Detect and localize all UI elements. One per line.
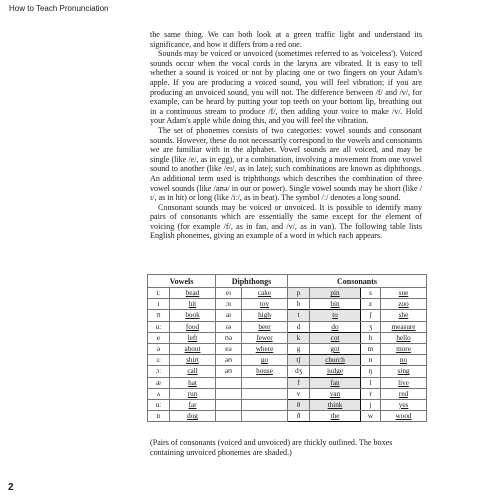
consonant-symbol: h xyxy=(361,332,381,343)
consonant-symbol: θ xyxy=(288,399,310,410)
consonant-example: pin xyxy=(310,288,361,299)
diphthong-symbol xyxy=(216,411,242,422)
vowel-symbol: ʊ xyxy=(148,310,170,321)
vowel-example: hat xyxy=(170,377,216,388)
table-row xyxy=(148,332,427,343)
diphthong-example xyxy=(242,411,288,422)
consonant-example: got xyxy=(310,343,361,354)
vowel-symbol: ɜː xyxy=(148,355,170,366)
phoneme-table-wrapper xyxy=(147,274,426,422)
consonant-symbol: tʃ xyxy=(288,355,310,366)
diphthong-example xyxy=(242,377,288,388)
vowel-example: dog xyxy=(170,411,216,422)
consonant-symbol: r xyxy=(361,388,381,399)
consonant-symbol: s xyxy=(361,288,381,299)
diphthong-example: toy xyxy=(242,299,288,310)
table-row xyxy=(148,399,427,410)
paragraph-4: Consonant sounds may be voiced or unvoiced. It is possible to identify many pairs of consonants which are essentially the same except for the element of voicing (for example /f/, as in fan, and /v/, as in van). The following table lists English phonemes, giving an example of a word in which each appears. xyxy=(150,202,422,241)
consonant-symbol: w xyxy=(361,411,381,422)
consonant-symbol: t xyxy=(288,310,310,321)
vowel-example: food xyxy=(170,321,216,332)
vowel-symbol: ɔː xyxy=(148,366,170,377)
vowel-example: far xyxy=(170,399,216,410)
vowel-example: left xyxy=(170,332,216,343)
table-row xyxy=(148,411,427,422)
diphthong-symbol xyxy=(216,399,242,410)
vowel-symbol: ɑː xyxy=(148,399,170,410)
consonant-example: fan xyxy=(310,377,361,388)
table-caption: (Pairs of consonants (voiced and unvoiced) are thickly outlined. The boxes containing unvoiced phonemes are shaded.) xyxy=(150,438,393,457)
table-row xyxy=(148,377,427,388)
diphthong-example: high xyxy=(242,310,288,321)
table-row xyxy=(148,310,427,321)
vowels-header: Vowels xyxy=(148,275,216,288)
consonant-symbol: m xyxy=(361,343,381,354)
consonant-symbol: ð xyxy=(288,411,310,422)
consonant-symbol: k xyxy=(288,332,310,343)
table-row xyxy=(148,388,427,399)
vowel-example: run xyxy=(170,388,216,399)
vowel-symbol: ʌ xyxy=(148,388,170,399)
running-head: How to Teach Pronunciation xyxy=(9,4,109,13)
diphthong-example: beer xyxy=(242,321,288,332)
consonant-example: no xyxy=(381,355,427,366)
consonant-symbol: f xyxy=(288,377,310,388)
consonant-example: sue xyxy=(381,288,427,299)
vowel-example: about xyxy=(170,343,216,354)
consonant-example: think xyxy=(310,399,361,410)
consonant-example: cot xyxy=(310,332,361,343)
consonant-example: more xyxy=(381,343,427,354)
body-text xyxy=(150,30,422,241)
vowel-symbol: æ xyxy=(148,377,170,388)
diphthong-example: where xyxy=(242,343,288,354)
consonant-example: red xyxy=(381,388,427,399)
table-header-row xyxy=(148,275,427,288)
diphthong-symbol: əʊ xyxy=(216,355,242,366)
consonant-example: do xyxy=(310,321,361,332)
consonant-symbol: j xyxy=(361,399,381,410)
consonant-symbol: ʒ xyxy=(361,321,381,332)
diphthong-symbol: ɪə xyxy=(216,321,242,332)
page-number: 2 xyxy=(8,482,14,493)
vowel-example: shirt xyxy=(170,355,216,366)
diphthong-example xyxy=(242,388,288,399)
vowel-symbol: e xyxy=(148,332,170,343)
diphthong-example: fewer xyxy=(242,332,288,343)
consonant-example: she xyxy=(381,310,427,321)
paragraph-2: Sounds may be voiced or unvoiced (sometimes referred to as 'voiceless'). Voiced sounds occur when the vocal cords in the larynx are vibrated. It is easy to tell whether a sound is voiced or not by placing one or two fingers on your Adam's apple. If you are producing a voiced sound, you will feel vibration; if you are producing an unvoiced sound, you will not. The difference between /f/ and /v/, for example, can be heard by putting your top teeth on your bottom lip, breathing out in a continuous stream to produce /f/, then adding your voice to make /v/. Hold your Adam's apple while doing this, and you will feel the vibration. xyxy=(150,49,422,126)
diphthong-example: cake xyxy=(242,288,288,299)
consonant-symbol: dʒ xyxy=(288,366,310,377)
paragraph-3: The set of phonemes consists of two categories: vowel sounds and consonant sounds. However, these do not necessarily correspond to the vowels and consonants we are familiar with in the alphabet. Vowel sounds are all voiced, and may be single (like /e/, as in egg), or a combination, involving a movement from one vowel sound to another (like /eɪ/, as in late); such combinations are known as diphthongs. An additional term used is triphthongs which describes the combination of three vowel sounds (like /aʊə/ in our or power). Single vowel sounds may be short (like /ɪ/, as in hit) or long (like /iː/, as in beat). The symbol /ː/ denotes a long sound. xyxy=(150,125,422,203)
vowel-symbol: ɒ xyxy=(148,411,170,422)
consonant-example: zoo xyxy=(381,299,427,310)
vowel-example: hit xyxy=(170,299,216,310)
consonant-symbol: d xyxy=(288,321,310,332)
vowel-symbol: iː xyxy=(148,288,170,299)
vowel-example: book xyxy=(170,310,216,321)
table-row xyxy=(148,343,427,354)
table-row xyxy=(148,366,427,377)
table-row xyxy=(148,355,427,366)
consonant-example: hello xyxy=(381,332,427,343)
diphthong-symbol: aɪ xyxy=(216,310,242,321)
consonant-example: to xyxy=(310,310,361,321)
consonant-example: judge xyxy=(310,366,361,377)
consonant-symbol: g xyxy=(288,343,310,354)
paragraph-1: the same thing. We can both look at a green traffic light and understand its significance, and how it differs from a red one. xyxy=(150,30,422,49)
consonant-example: the xyxy=(310,411,361,422)
vowel-example: bead xyxy=(170,288,216,299)
consonant-example: measure xyxy=(381,321,427,332)
consonant-symbol: ŋ xyxy=(361,366,381,377)
table-row xyxy=(148,288,427,299)
vowel-example: call xyxy=(170,366,216,377)
consonant-example: church xyxy=(310,355,361,366)
consonant-example: wood xyxy=(381,411,427,422)
diphthong-symbol: eɪ xyxy=(216,288,242,299)
vowel-symbol: ə xyxy=(148,343,170,354)
diphthong-symbol xyxy=(216,377,242,388)
consonant-example: sing xyxy=(381,366,427,377)
consonant-symbol: l xyxy=(361,377,381,388)
vowel-symbol: ɪ xyxy=(148,299,170,310)
diphthong-symbol: eə xyxy=(216,343,242,354)
diphthong-symbol: ɔɪ xyxy=(216,299,242,310)
diphthong-symbol xyxy=(216,388,242,399)
table-row xyxy=(148,321,427,332)
diphthong-symbol: aʊ xyxy=(216,366,242,377)
diphthongs-header: Diphthongs xyxy=(216,275,288,288)
diphthong-example: house xyxy=(242,366,288,377)
consonant-symbol: ʃ xyxy=(361,310,381,321)
consonant-symbol: b xyxy=(288,299,310,310)
consonants-header: Consonants xyxy=(288,275,427,288)
diphthong-example: go xyxy=(242,355,288,366)
consonant-example: bin xyxy=(310,299,361,310)
diphthong-example xyxy=(242,399,288,410)
vowel-symbol: uː xyxy=(148,321,170,332)
consonant-symbol: n xyxy=(361,355,381,366)
consonant-symbol: z xyxy=(361,299,381,310)
diphthong-symbol: ʊə xyxy=(216,332,242,343)
consonant-symbol: v xyxy=(288,388,310,399)
consonant-example: yes xyxy=(381,399,427,410)
consonant-example: van xyxy=(310,388,361,399)
consonant-example: live xyxy=(381,377,427,388)
phoneme-table xyxy=(147,274,427,422)
consonant-symbol: p xyxy=(288,288,310,299)
table-row xyxy=(148,299,427,310)
